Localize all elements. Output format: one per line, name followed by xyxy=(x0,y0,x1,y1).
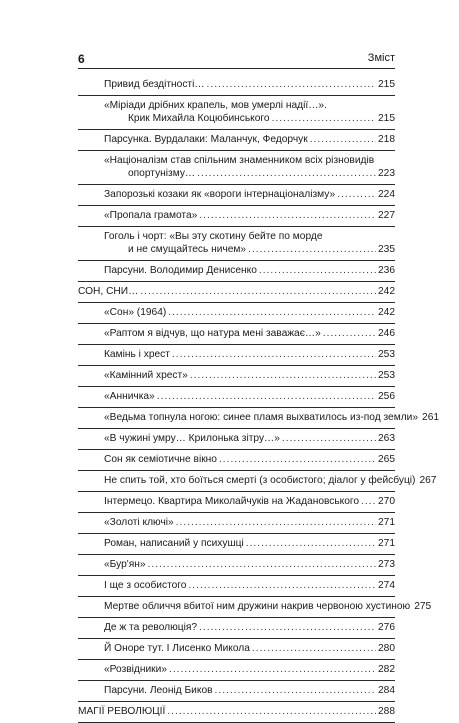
toc-entry-line xyxy=(104,432,395,445)
dot-leader xyxy=(337,188,376,201)
toc-entry[interactable] xyxy=(78,660,395,681)
toc-entry-line xyxy=(104,558,395,571)
toc-entry[interactable] xyxy=(78,618,395,639)
toc-entry[interactable] xyxy=(78,576,395,597)
toc-entry-line xyxy=(104,684,395,697)
toc-entry-line xyxy=(104,579,395,592)
toc-entry-line xyxy=(104,78,395,91)
dot-leader xyxy=(199,209,376,222)
toc-entry-line xyxy=(104,327,395,340)
toc-entry-line xyxy=(104,390,395,403)
dot-leader xyxy=(219,453,376,466)
toc-entry-line xyxy=(104,243,395,256)
toc-entry-title: и не смущайтесь ничем» xyxy=(128,244,247,255)
toc-entry-line xyxy=(78,705,395,718)
toc-page-number: 215 xyxy=(378,79,395,90)
page-number: 6 xyxy=(78,52,85,66)
dot-leader xyxy=(140,285,376,298)
toc-entry-line xyxy=(104,167,395,180)
dot-leader xyxy=(188,579,376,592)
running-header xyxy=(78,52,395,69)
toc-page-number: 273 xyxy=(378,559,395,570)
toc-entry-title: «Націоналізм став спільним знаменником всіх різновидів xyxy=(104,155,375,166)
toc-entry-title: «Міріади дрібних крапель, мов умерлі надії…». xyxy=(104,100,327,111)
toc-entry-line xyxy=(104,188,395,201)
toc-entry[interactable] xyxy=(78,471,437,492)
dot-leader xyxy=(207,78,376,91)
toc-entry[interactable] xyxy=(78,387,395,408)
toc-page-number: 256 xyxy=(378,391,395,402)
toc-entry-title: «Камінний хрест» xyxy=(104,370,188,381)
toc-entry-line xyxy=(104,600,432,613)
toc-entry[interactable] xyxy=(78,702,395,723)
toc-page-number: 235 xyxy=(378,244,395,255)
toc-entry-line xyxy=(104,230,395,243)
toc-entry-title: «Золоті ключі» xyxy=(104,517,174,528)
toc-entry-line xyxy=(104,154,395,167)
toc-entry-line xyxy=(104,663,395,676)
toc-entry-line xyxy=(104,495,395,508)
toc-entry[interactable] xyxy=(78,206,395,227)
toc-entry[interactable] xyxy=(78,492,395,513)
toc-page-number: 246 xyxy=(378,328,395,339)
dot-leader xyxy=(282,432,376,445)
toc-entry-title: І ще з особистого xyxy=(104,580,187,591)
toc-entry[interactable] xyxy=(78,639,395,660)
toc-page-number: 215 xyxy=(378,113,395,124)
toc-entry[interactable] xyxy=(78,408,440,429)
toc-entry-title: «Ведьма топнула ногою: синее пламя выхватилось из-под земли» xyxy=(104,412,419,423)
dot-leader xyxy=(215,684,376,697)
toc-entry-title: Сон як семіотичне вікно xyxy=(104,454,217,465)
toc-entry-title: «Сон» (1964) xyxy=(104,307,167,318)
toc-page-number: 284 xyxy=(378,685,395,696)
dot-leader xyxy=(172,348,376,361)
toc-entry-title: Парсуни. Леонід Биков xyxy=(104,685,213,696)
toc-entry-title: Крик Михайла Коцюбинського xyxy=(128,113,270,124)
toc-entry[interactable] xyxy=(78,597,432,618)
toc-page-number: 253 xyxy=(378,349,395,360)
toc-entry[interactable] xyxy=(78,450,395,471)
toc-entry[interactable] xyxy=(78,555,395,576)
dot-leader xyxy=(197,167,376,180)
dot-leader xyxy=(148,558,376,571)
toc-page-number: 242 xyxy=(378,307,395,318)
toc-entry[interactable] xyxy=(78,681,395,702)
toc-entry-title: Парсуни. Володимир Денисенко xyxy=(104,265,257,276)
toc-page-number: 275 xyxy=(414,601,432,612)
toc-entry-line xyxy=(78,285,395,298)
toc-entry[interactable] xyxy=(78,534,395,555)
dot-leader xyxy=(169,663,376,676)
dot-leader xyxy=(259,264,376,277)
toc-entry-title: «В чужині умру… Крилонька зітру…» xyxy=(104,433,280,444)
dot-leader xyxy=(361,495,376,508)
toc-entry-title: Гоголь і чорт: «Вы эту скотину бейте по морде xyxy=(104,231,323,242)
toc-page-number: 263 xyxy=(378,433,395,444)
toc-page-number: 267 xyxy=(419,475,437,486)
toc-page-number: 271 xyxy=(378,517,395,528)
toc-entry[interactable] xyxy=(78,282,395,303)
toc-entry[interactable] xyxy=(78,151,395,185)
toc-entry-title: «Раптом я відчув, що натура мені заважає…» xyxy=(104,328,321,339)
toc-page-number: 271 xyxy=(378,538,395,549)
dot-leader xyxy=(176,516,376,529)
toc-entry[interactable] xyxy=(78,75,395,96)
toc-entry-title: Привид бездітності… xyxy=(104,79,205,90)
toc-entry[interactable] xyxy=(78,261,395,282)
toc-entry-title: «Розвідники» xyxy=(104,664,167,675)
toc-entry-title: Інтермецо. Квартира Миколайчуків на Жадановського xyxy=(104,496,360,507)
toc-page-number: 227 xyxy=(378,210,395,221)
toc-entry-title: «Анничка» xyxy=(104,391,155,402)
toc-page-number: 223 xyxy=(378,168,395,179)
table-of-contents xyxy=(78,75,440,717)
dot-leader xyxy=(157,390,376,403)
toc-entry-line xyxy=(104,369,395,382)
toc-entry-title: СОН, СНИ… xyxy=(78,286,139,297)
toc-entry-line xyxy=(104,99,395,112)
toc-entry-title: «Бур'ян» xyxy=(104,559,146,570)
toc-page-number: 276 xyxy=(378,622,395,633)
toc-entry-line xyxy=(104,411,440,424)
dot-leader xyxy=(246,537,376,550)
toc-page-number: 270 xyxy=(378,496,395,507)
toc-entry-line xyxy=(104,348,395,361)
toc-entry-line xyxy=(104,642,395,655)
toc-entry-title: Парсунка. Вурдалаки: Маланчук, Федорчук xyxy=(104,134,308,145)
toc-entry-line xyxy=(104,264,395,277)
toc-entry[interactable] xyxy=(78,227,395,261)
toc-entry-line xyxy=(104,209,395,222)
toc-entry[interactable] xyxy=(78,345,395,366)
dot-leader xyxy=(272,112,376,125)
toc-entry-line xyxy=(104,621,395,634)
toc-entry-title: Де ж та революція? xyxy=(104,622,198,633)
dot-leader xyxy=(310,133,376,146)
dot-leader xyxy=(167,705,376,718)
running-title: Зміст xyxy=(367,52,395,64)
dot-leader xyxy=(323,327,376,340)
dot-leader xyxy=(168,306,376,319)
toc-page-number: 280 xyxy=(378,643,395,654)
toc-page-number: 274 xyxy=(378,580,395,591)
toc-entry[interactable] xyxy=(78,429,395,450)
toc-entry[interactable] xyxy=(78,96,395,130)
toc-entry-line xyxy=(104,133,395,146)
toc-page-number: 242 xyxy=(378,286,395,297)
toc-entry-title: опортунізму… xyxy=(128,168,196,179)
toc-entry-title: Камінь і хрест xyxy=(104,349,170,360)
toc-entry-title: Мертве обличчя вбитої ним дружини накрив червоною хустиною xyxy=(104,601,411,612)
toc-entry-title: Не спить той, хто боїться смерті (з особистого; діалог у фейсбуці) xyxy=(104,475,416,486)
toc-entry-line xyxy=(104,516,395,529)
dot-leader xyxy=(199,621,376,634)
dot-leader xyxy=(248,243,376,256)
toc-entry-title: Роман, написаний у психушці xyxy=(104,538,244,549)
toc-entry-line xyxy=(104,537,395,550)
toc-entry-title: «Пропала грамота» xyxy=(104,210,198,221)
toc-entry-line xyxy=(104,474,437,487)
toc-entry-line xyxy=(104,306,395,319)
toc-entry[interactable] xyxy=(78,366,395,387)
toc-page-number: 265 xyxy=(378,454,395,465)
toc-entry[interactable] xyxy=(78,185,395,206)
toc-page-number: 261 xyxy=(422,412,440,423)
toc-entry-title: Й Оноре тут. І Лисенко Микола xyxy=(104,643,250,654)
toc-page-number: 282 xyxy=(378,664,395,675)
toc-page-number: 288 xyxy=(378,706,395,717)
toc-page-number: 218 xyxy=(378,134,395,145)
toc-entry-title: МАГІЇ РЕВОЛЮЦІЇ xyxy=(78,706,166,717)
toc-page-number: 236 xyxy=(378,265,395,276)
toc-page-number: 253 xyxy=(378,370,395,381)
toc-entry-line xyxy=(104,112,395,125)
dot-leader xyxy=(252,642,376,655)
toc-entry-line xyxy=(104,453,395,466)
toc-page-number: 224 xyxy=(378,189,395,200)
toc-entry[interactable] xyxy=(78,513,395,534)
toc-entry[interactable] xyxy=(78,130,395,151)
toc-entry[interactable] xyxy=(78,324,395,345)
dot-leader xyxy=(190,369,376,382)
toc-entry-title: Запорозькі козаки як «вороги інтернаціоналізму» xyxy=(104,189,336,200)
toc-entry[interactable] xyxy=(78,303,395,324)
